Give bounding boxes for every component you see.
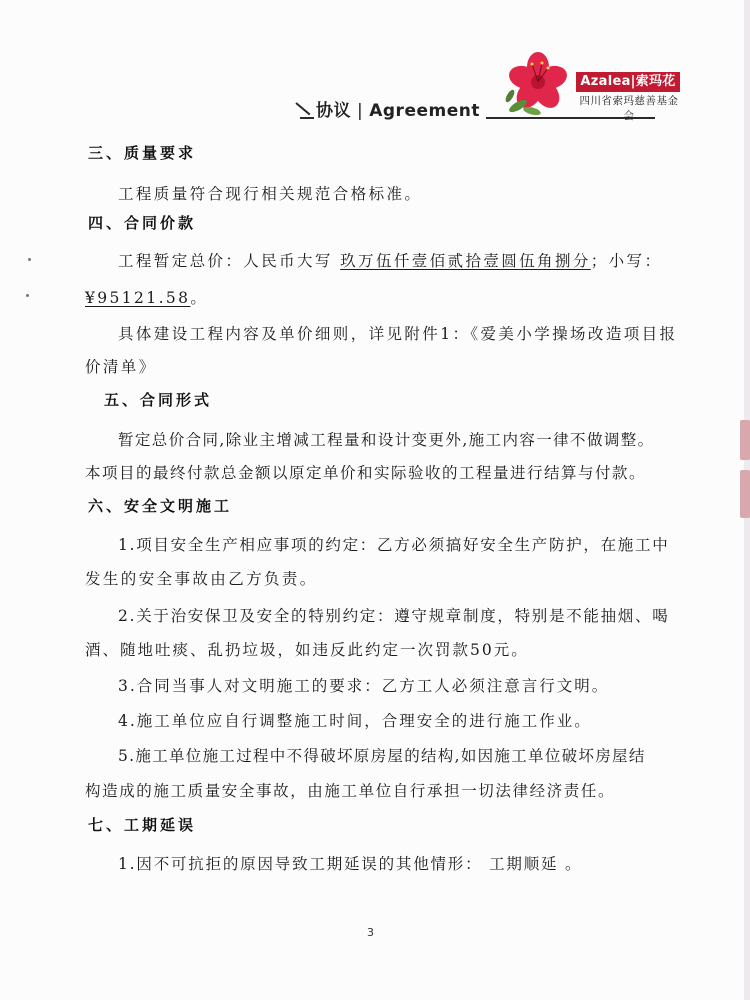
price-prefix: 工程暂定总价：人民币大写: [118, 252, 333, 270]
delay-item-1: 1.因不可抗拒的原因导致工期延误的其他情形： 工期顺延 。: [118, 855, 583, 873]
heading-delay: 七、工期延误: [88, 816, 197, 834]
safety-item-2-line-1: 2.关于治安保卫及安全的特别约定：遵守规章制度，特别是不能抽烟、喝: [118, 607, 670, 625]
price-line: [118, 249, 662, 271]
header-title-cn: 协议: [316, 101, 351, 121]
scan-speck: [26, 294, 29, 297]
contract-form-line-2: 本项目的最终付款总金额以原定单价和实际验收的工程量进行结算与付款。: [85, 464, 647, 482]
heading-contract-form: 五、合同形式: [104, 391, 213, 409]
heading-safety: 六、安全文明施工: [88, 497, 233, 515]
scan-speck: [28, 258, 31, 261]
brand-organization: 四川省索玛慈善基金会: [579, 95, 679, 122]
page-number: 3: [367, 926, 374, 939]
safety-item-3: 3.合同当事人对文明施工的要求：乙方工人必须注意言行文明。: [118, 677, 610, 695]
safety-item-4: 4.施工单位应自行调整施工时间，合理安全的进行施工作业。: [118, 712, 592, 730]
safety-item-5-line-1: 5.施工单位施工过程中不得破坏原房屋的结构,如因施工单位破坏房屋结: [118, 747, 646, 765]
price-capital-amount: 玖万伍仟壹佰贰拾壹圆伍角捌分: [340, 252, 591, 270]
safety-item-1-line-2: 发生的安全事故由乙方负责。: [85, 570, 318, 588]
brand-name-box: Azalea|索玛花: [576, 72, 680, 92]
detail-line-1: 具体建设工程内容及单价细则，详见附件1：《爱美小学操场改造项目报: [118, 325, 678, 343]
heading-quality: 三、质量要求: [88, 144, 197, 162]
price-number-line: [85, 286, 208, 308]
price-number: ¥95121.58: [85, 289, 191, 307]
heading-contract-price: 四、合同价款: [88, 214, 197, 232]
page-header-title: [314, 96, 486, 122]
contract-form-line-1: 暂定总价合同,除业主增减工程量和设计变更外,施工内容一律不做调整。: [118, 431, 655, 449]
seal-fragment-mark: [740, 420, 750, 460]
price-suffix: ；小写：: [590, 252, 663, 270]
detail-line-2: 价清单》: [85, 358, 157, 376]
price-end: 。: [190, 289, 209, 307]
header-title-en: Agreement: [369, 101, 480, 121]
header-separator: |: [357, 101, 364, 121]
safety-item-1-line-1: 1.项目安全生产相应事项的约定：乙方必须搞好安全生产防护，在施工中: [118, 536, 670, 554]
quality-text: 工程质量符合现行相关规范合格标准。: [118, 185, 423, 203]
header-slant-line: [295, 102, 310, 115]
safety-item-2-line-2: 酒、随地吐痰、乱扔垃圾，如违反此约定一次罚款50元。: [85, 641, 529, 659]
seal-fragment-mark: [740, 470, 750, 518]
safety-item-5-line-2: 构造成的施工质量安全事故，由施工单位自行承担一切法律经济责任。: [85, 782, 616, 800]
azalea-flower-logo: [502, 48, 580, 120]
